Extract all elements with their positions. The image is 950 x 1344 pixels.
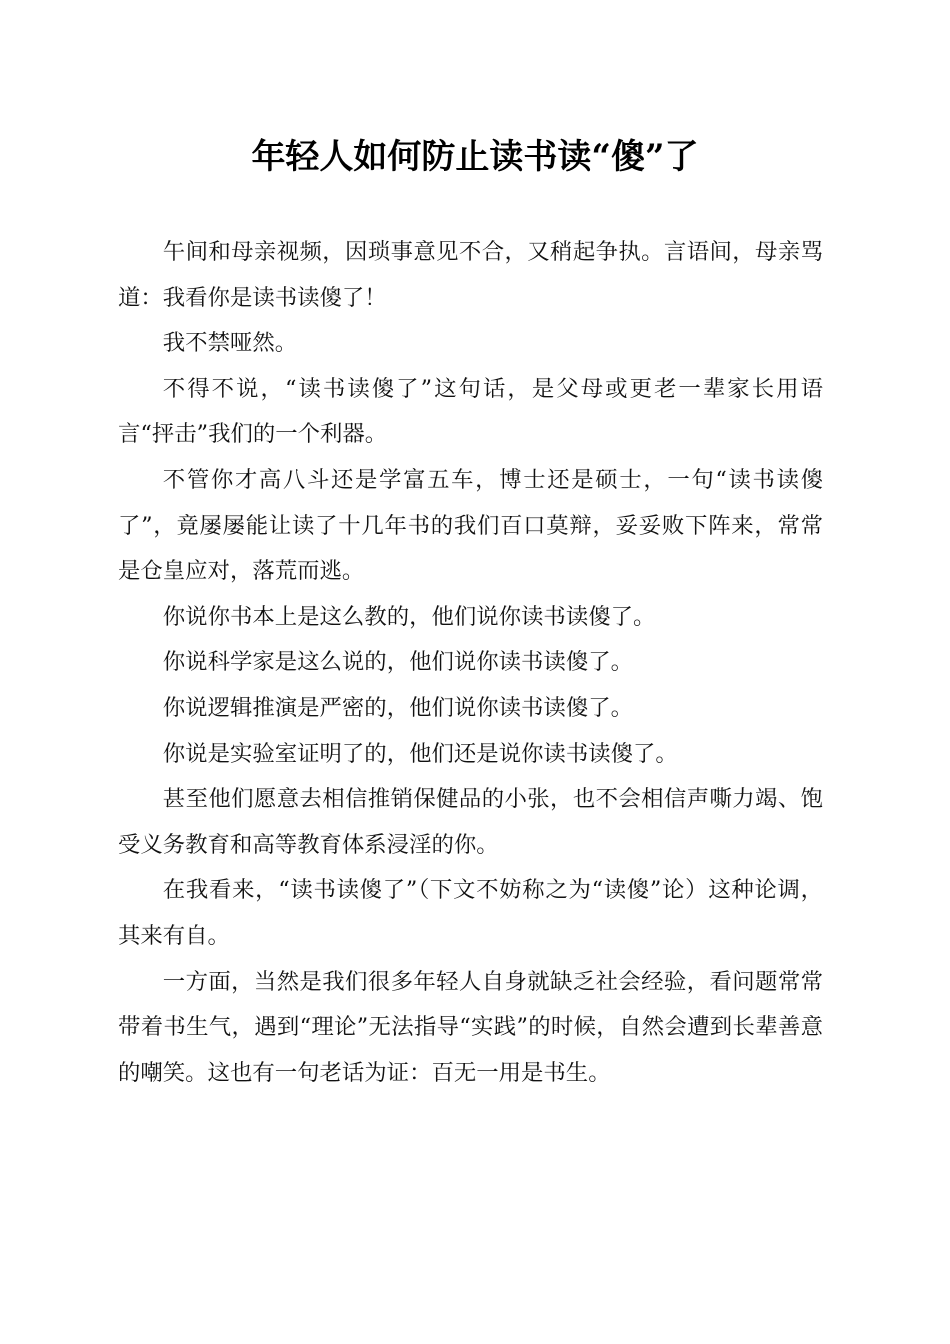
paragraph: 你说科学家是这么说的，他们说你读书读傻了。 [162,649,633,676]
paragraph: 午间和母亲视频，因琐事意见不合，又稍起争执。言语间，母亲骂道：我看你是读书读傻了！ [118,239,823,311]
document-body [118,230,823,1096]
paragraph: 你说是实验室证明了的，他们还是说你读书读傻了。 [162,740,678,767]
paragraph: 我不禁哑然。 [162,330,298,357]
paragraph: 不管你才高八斗还是学富五车，博士还是硕士，一句“读书读傻了”，竟屡屡能让读了十几年书的我们百口莫辩，妥妥败下阵来，常常是仓皇应对，落荒而逃。 [118,466,823,585]
paragraph: 一方面，当然是我们很多年轻人自身就缺乏社会经验，看问题常常带着书生气，遇到“理论”无法指导“实践”的时候，自然会遭到长辈善意的嘲笑。这也有一句老话为证：百无一用是书生。 [118,968,823,1086]
document-title: 年轻人如何防止读书读“傻”了 [251,137,699,177]
paragraph: 你说你书本上是这么教的，他们说你读书读傻了。 [162,603,656,630]
paragraph: 不得不说，“读书读傻了”这句话，是父母或更老一辈家长用语言“抨击”我们的一个利器。 [118,375,823,448]
paragraph: 在我看来，“读书读傻了”（下文不妨称之为“读傻”论）这种论调，其来有自。 [118,877,823,949]
paragraph: 甚至他们愿意去相信推销保健品的小张，也不会相信声嘶力竭、饱受义务教育和高等教育体系浸淫的你。 [118,786,823,858]
paragraph: 你说逻辑推演是严密的，他们说你读书读傻了。 [162,694,633,721]
